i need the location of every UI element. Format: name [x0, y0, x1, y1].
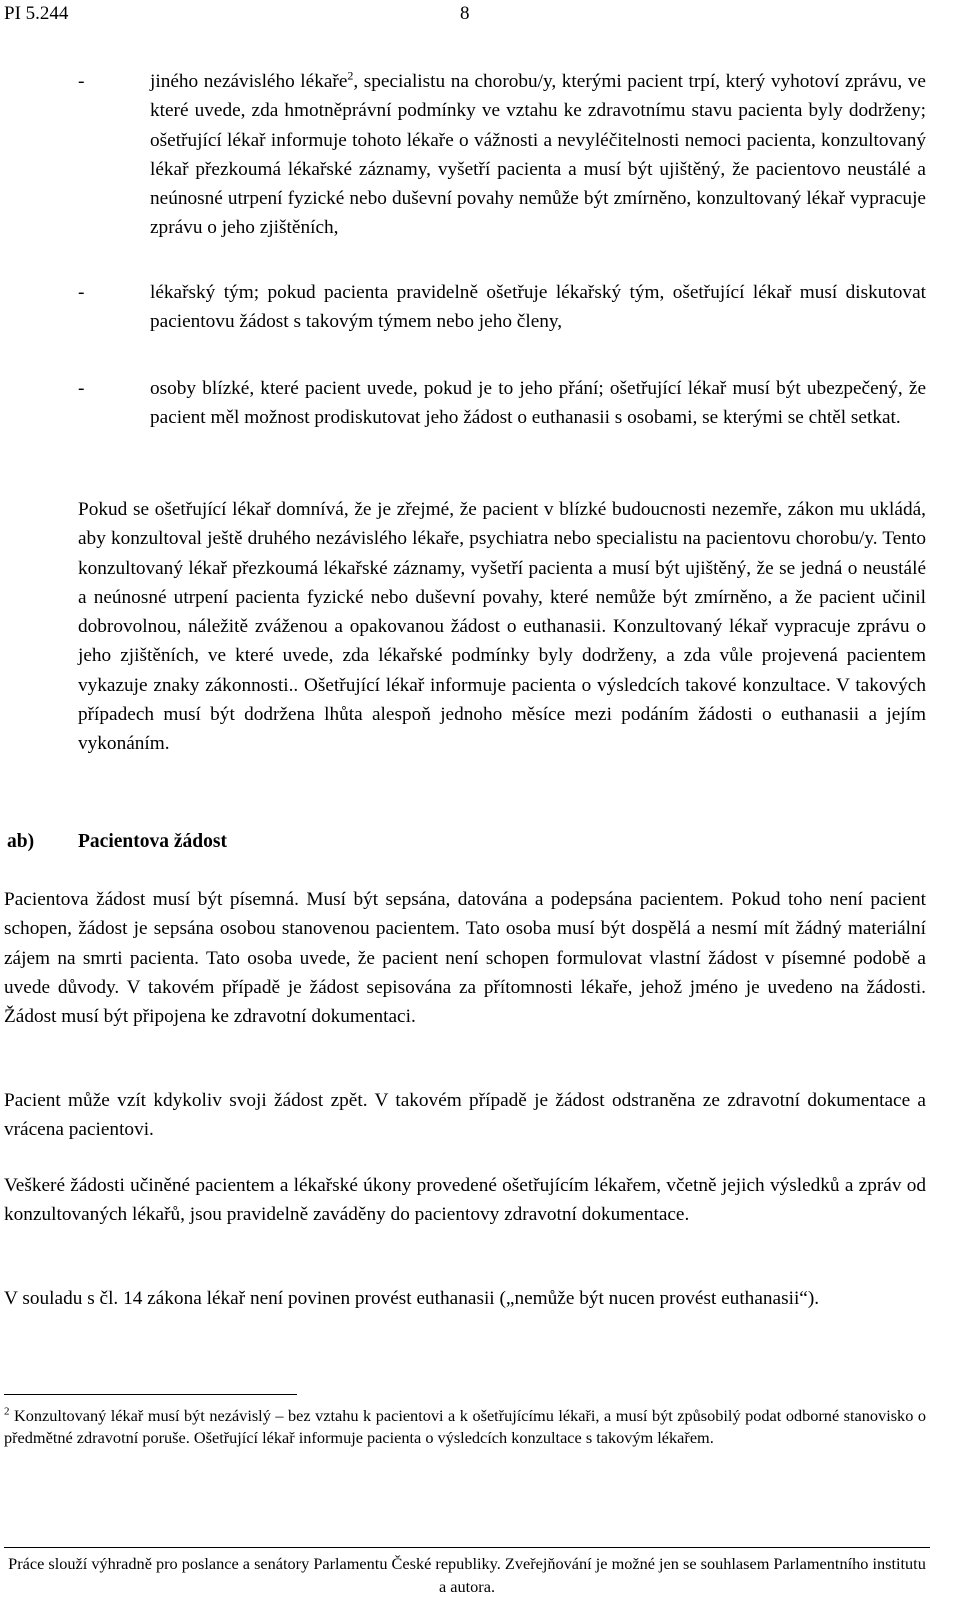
page-footer: Práce slouží výhradně pro poslance a senátory Parlamentu České republiky. Zveřejňování je možné jen se souhlasem Parlamentního institutu a autora.	[8, 1554, 926, 1596]
list-item-text: osoby blízké, které pacient uvede, pokud je to jeho přání; ošetřující lékař musí být ubezpečený, že pacient měl možnost prodiskutovat jeho žádost o euthanasii s osobami, se kterými se chtěl setkat.	[150, 378, 926, 429]
footnote	[4, 1405, 926, 1448]
list-item	[78, 67, 926, 243]
paragraph: V souladu s čl. 14 zákona lékař není povinen provést euthanasii („nemůže být nucen provést euthanasii“).	[4, 1288, 820, 1309]
list-item-text-rest: , specialistu na chorobu/y, kterými pacient trpí, který vyhotoví zprávu, ve které uvede, zda hmotněprávní podmínky ve vztahu ke zdravotnímu stavu pacienta byly dodrženy; ošetřující lékař informuje tohoto lékaře o vážnosti a nevyléčitelnosti nemoci pacienta, konzultovaný lékař přezkoumá lékařské záznamy, vyšetří pacienta a musí být ujištěný, že pacientovo neustálé a neúnosné utrpení fyzické nebo duševní povahy nemůže být zmírněno, konzultovaný lékař vypracuje zprávu o jeho zjištěních,	[150, 71, 926, 239]
list-item-text-start: jiného nezávislého lékaře	[150, 71, 348, 92]
list-item	[78, 374, 926, 433]
footnote-separator	[4, 1394, 297, 1395]
list-dash: -	[78, 71, 85, 92]
list-item-text: lékařský tým; pokud pacienta pravidelně ošetřuje lékařský tým, ošetřující lékař musí diskutovat pacientovu žádost s takovým týmem nebo jeho členy,	[150, 282, 926, 333]
list-item	[78, 278, 926, 337]
footnote-marker: 2	[4, 1405, 10, 1418]
footer-separator	[4, 1547, 930, 1548]
list-dash: -	[78, 378, 85, 399]
list-item-text	[150, 67, 926, 243]
footnote-text: Konzultovaný lékař musí být nezávislý – bez vztahu k pacientovi a k ošetřujícímu lékaři, a musí být způsobilý podat odborné stanovisko o předmětné zdravotní poruše. Ošetřující lékař informuje pacienta o výsledcích konzultace s takovým lékařem.	[4, 1406, 926, 1447]
paragraph: Pokud se ošetřující lékař domnívá, že je zřejmé, že pacient v blízké budoucnosti nezemře, zákon mu ukládá, aby konzultoval ještě druhého nezávislého lékaře, psychiatra nebo specialistu na pacientovu chorobu/y. Tento konzultovaný lékař přezkoumá lékařské záznamy, vyšetří pacienta a musí být ujištěný, že se jedná o neustálé a neúnosné utrpení pacienta fyzické nebo duševní povahy, které nemůže být zmírněno, a že pacient učinil dobrovolnou, náležitě zváženou a opakovanou žádost o euthanasii. Konzultovaný lékař vypracuje zprávu o jeho zjištěních, ve které uvede, zda lékařské podmínky byly dodrženy, a zda vůle projevená pacientem vykazuje znaky zákonnosti.. Ošetřující lékař informuje pacienta o výsledcích takové konzultace. V takových případech musí být dodržena lhůta alespoň jednoho měsíce mezi podáním žádosti o euthanasii a jejím vykonáním.	[78, 499, 926, 755]
paragraph: Veškeré žádosti učiněné pacientem a lékařské úkony provedené ošetřujícím lékařem, včetně jejich výsledků a zpráv od konzultovaných lékařů, jsou pravidelně zaváděny do pacientovy zdravotní dokumentace.	[4, 1175, 926, 1226]
section-number: ab)	[7, 831, 35, 852]
list-dash: -	[78, 282, 85, 303]
section-title: Pacientova žádost	[78, 831, 227, 852]
paragraph: Pacient může vzít kdykoliv svoji žádost zpět. V takovém případě je žádost odstraněna ze zdravotní dokumentace a vrácena pacientovi.	[4, 1090, 926, 1141]
paragraph: Pacientova žádost musí být písemná. Musí být sepsána, datována a podepsána pacientem. Pokud toho není pacient schopen, žádost je sepsána osobou stanovenou pacientem. Tato osoba musí být dospělá a nesmí mít žádný materiální zájem na smrti pacienta. Tato osoba uvede, že pacient není schopen formulovat vlastní žádost v písemné podobě a uvede důvody. V takovém případě je žádost sepisována za přítomnosti lékaře, jehož jméno je uvedeno na žádosti. Žádost musí být připojena ke zdravotní dokumentaci.	[4, 889, 926, 1028]
footnote-ref: 2	[347, 68, 354, 83]
page-number: 8	[460, 3, 470, 24]
document-id: PI 5.244	[4, 3, 69, 24]
